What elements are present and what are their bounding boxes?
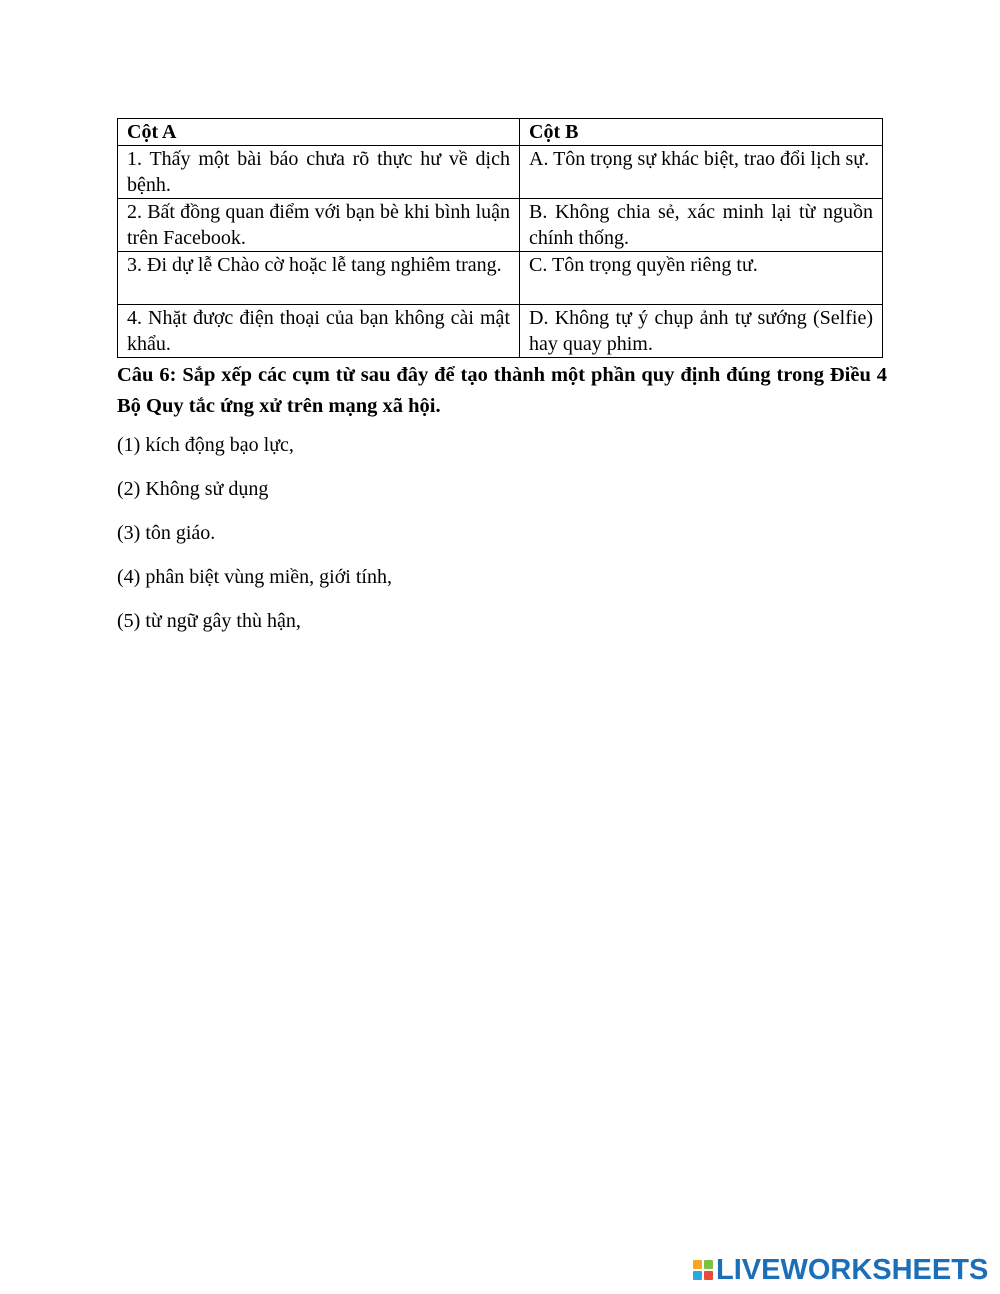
table-row	[118, 199, 883, 252]
table-row	[118, 252, 883, 305]
question-6-heading: Câu 6: Sắp xếp các cụm từ sau đây để tạo thành một phần quy định đúng trong Điều 4 Bộ Quy tắc ứng xử trên mạng xã hội.	[117, 364, 887, 417]
table-header-row	[118, 119, 883, 146]
column-b-cell: C. Tôn trọng quyền riêng tư.	[520, 252, 883, 305]
column-a-cell: 2. Bất đồng quan điểm với bạn bè khi bình luận trên Facebook.	[118, 199, 520, 252]
list-item: (3) tôn giáo.	[117, 522, 216, 544]
liveworksheets-logo	[693, 1255, 988, 1285]
matching-table	[117, 118, 883, 358]
table-row	[118, 146, 883, 199]
column-a-header: Cột A	[118, 119, 520, 146]
phrase-list	[117, 432, 392, 652]
table-row	[118, 305, 883, 358]
list-item: (5) từ ngữ gây thù hận,	[117, 610, 301, 632]
column-b-cell: A. Tôn trọng sự khác biệt, trao đổi lịch sự.	[520, 146, 883, 199]
column-b-header: Cột B	[520, 119, 883, 146]
list-item: (2) Không sử dụng	[117, 478, 269, 500]
column-b-cell: B. Không chia sẻ, xác minh lại từ nguồn chính thống.	[520, 199, 883, 252]
logo-text: LIVEWORKSHEETS	[716, 1254, 989, 1286]
column-a-cell: 4. Nhặt được điện thoại của bạn không cài mật khẩu.	[118, 305, 520, 358]
column-b-cell: D. Không tự ý chụp ảnh tự sướng (Selfie) hay quay phim.	[520, 305, 883, 358]
list-item: (1) kích động bạo lực,	[117, 434, 294, 456]
liveworksheets-tiles-icon	[693, 1260, 713, 1280]
list-item: (4) phân biệt vùng miền, giới tính,	[117, 566, 392, 588]
column-a-cell: 1. Thấy một bài báo chưa rõ thực hư về dịch bệnh.	[118, 146, 520, 199]
column-a-cell: 3. Đi dự lễ Chào cờ hoặc lễ tang nghiêm trang.	[118, 252, 520, 305]
